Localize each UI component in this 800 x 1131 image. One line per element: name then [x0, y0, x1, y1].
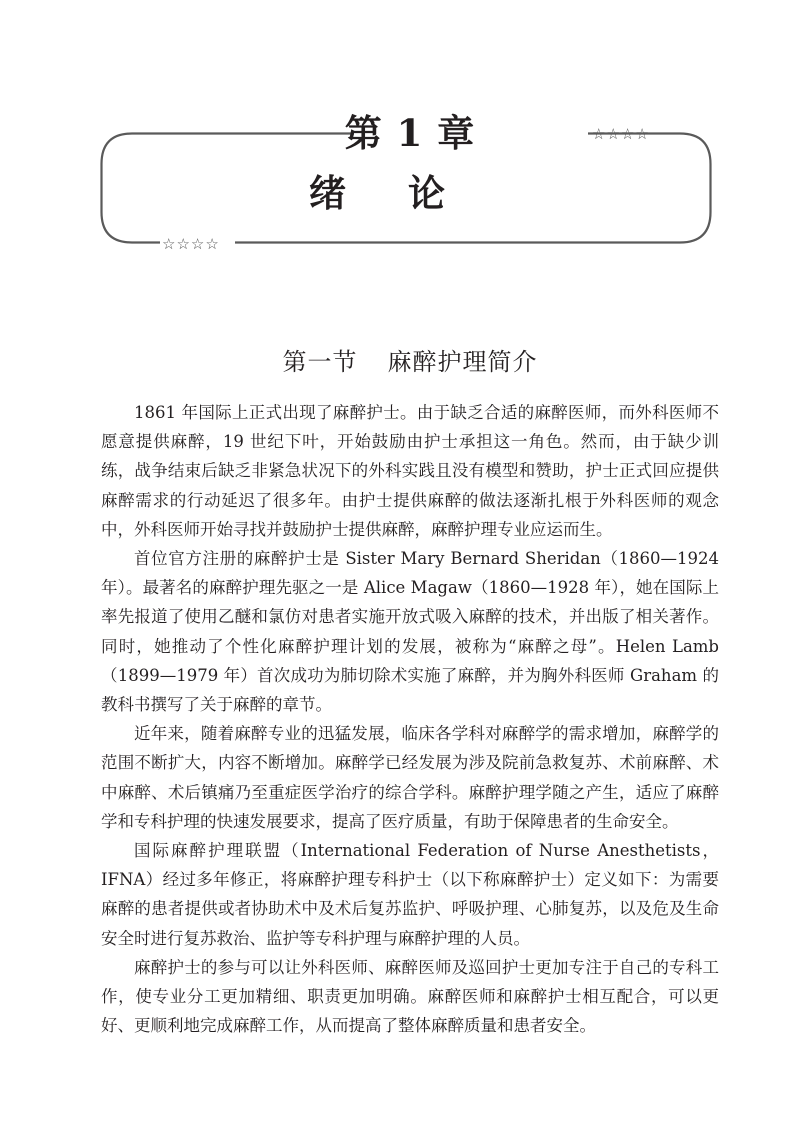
paragraph: 国际麻醉护理联盟（International Federation of Nurse Anesthetists，IFNA）经过多年修正，将麻醉护理专科护士（以下称麻醉护士）定义如下：为需要麻醉的患者提供或者协助术中及术后复苏监护、呼吸护理、心肺复苏，以及危及生命安全时进行复苏救治、监护等专科护理与麻醉护理的人员。 — [101, 841, 719, 948]
decorative-stars-bottom: ☆☆☆☆ — [162, 235, 220, 253]
paragraph: 首位官方注册的麻醉护士是 Sister Mary Bernard Sheridan（1860—1924 年）。最著名的麻醉护理先驱之一是 Alice Magaw（1860—1928 年），她在国际上率先报道了使用乙醚和氯仿对患者实施开放式吸入麻醉的技术，并出版了相关著作。同时，她推动了个性化麻醉护理计划的发展，被称为“麻醉之母”。Helen Lamb（1899—1979 年）首次成功为肺切除术实施了麻醉，并为胸外科医师 Graham 的教科书撰写了关于麻醉的章节。 — [101, 549, 719, 715]
section-title: 麻醉护理简介 — [387, 348, 538, 376]
decorative-stars-top: ☆☆☆☆ — [592, 125, 650, 143]
body-text — [101, 398, 719, 1040]
paragraph: 近年来，随着麻醉专业的迅猛发展，临床各学科对麻醉学的需求增加，麻醉学的范围不断扩大，内容不断增加。麻醉学已经发展为涉及院前急救复苏、术前麻醉、术中麻醉、术后镇痛乃至重症医学治疗的综合学科。麻醉护理学随之产生，适应了麻醉学和专科护理的快速发展要求，提高了医疗质量，有助于保障患者的生命安全。 — [101, 724, 719, 831]
chapter-number: 第 1 章 — [344, 111, 476, 155]
paragraph: 麻醉护士的参与可以让外科医师、麻醉医师及巡回护士更加专注于自己的专科工作，使专业分工更加精细、职责更加明确。麻醉医师和麻醉护士相互配合，可以更好、更顺利地完成麻醉工作，从而提高了整体麻醉质量和患者安全。 — [101, 957, 719, 1036]
chapter-title: 绪论 — [309, 171, 507, 215]
paragraph: 1861 年国际上正式出现了麻醉护士。由于缺乏合适的麻醉医师，而外科医师不愿意提供麻醉，19 世纪下叶，开始鼓励由护士承担这一角色。然而，由于缺少训练，战争结束后缺乏非紧急状况下的外科实践且没有模型和赞助，护士正式回应提供麻醉需求的行动延迟了很多年。由护士提供麻醉的做法逐渐扎根于外科医师的观念中，外科医师开始寻找并鼓励护士提供麻醉，麻醉护理专业应运而生。 — [101, 403, 719, 539]
section-heading — [0, 345, 800, 379]
section-number: 第一节 — [282, 348, 358, 376]
